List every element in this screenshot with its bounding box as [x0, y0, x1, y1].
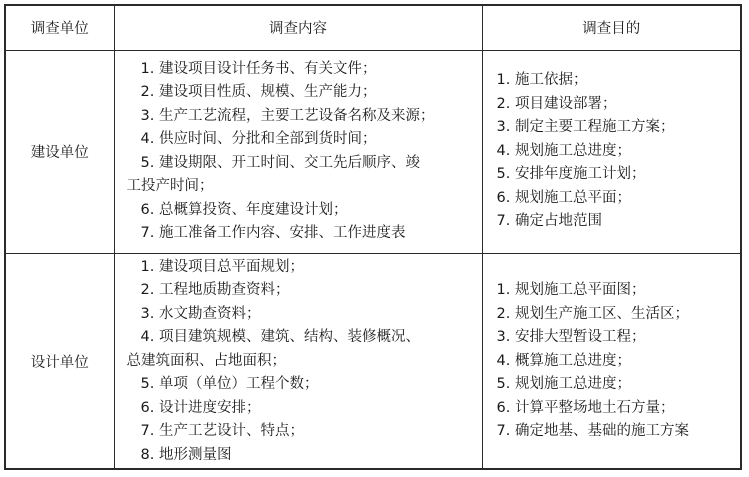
content-line: 5. 单项（单位）工程个数； [140, 376, 319, 392]
content-line: 7. 生产工艺设计、特点； [140, 423, 304, 439]
purpose-line: 6. 规划施工总平面； [496, 189, 631, 206]
purpose-list [497, 69, 735, 234]
unit-cell: 设计单位 [6, 253, 114, 469]
content-list [127, 58, 476, 246]
content-line: 6. 设计进度安排； [140, 399, 261, 416]
purpose-line: 7. 确定占地范围 [496, 213, 602, 230]
content-line: 3. 生产工艺流程，主要工艺设备名称及来源； [140, 107, 435, 124]
purpose-list [497, 279, 735, 444]
content-line: 总建筑面积、占地面积； [126, 352, 286, 369]
purpose-line: 4. 规划施工总进度； [496, 142, 631, 159]
survey-table [6, 6, 740, 469]
table-row-design-unit [6, 253, 740, 469]
unit-cell: 建设单位 [6, 50, 114, 253]
table-row-construction-unit [6, 50, 740, 253]
purpose-line: 5. 规划施工总进度； [496, 376, 631, 392]
content-line: 5. 建设期限、开工时间、交工先后顺序、竣 [140, 154, 420, 171]
purpose-line: 3. 安排大型暂设工程； [496, 329, 646, 345]
purpose-line: 2. 项目建设部署； [496, 95, 617, 112]
purpose-line: 3. 制定主要工程施工方案； [496, 119, 675, 136]
content-line: 6. 总概算投资、年度建设计划； [140, 201, 348, 218]
purpose-cell [482, 50, 740, 253]
header-content: 调查内容 [114, 6, 482, 50]
content-line: 3. 水文勘查资料； [140, 305, 261, 322]
purpose-line: 2. 规划生产施工区、生活区； [496, 305, 689, 322]
content-list [127, 256, 476, 468]
content-line: 1. 建设项目总平面规划； [140, 258, 304, 275]
content-line: 4. 供应时间、分批和全部到货时间； [140, 131, 377, 147]
content-line: 8. 地形测量图 [140, 446, 232, 463]
content-line: 4. 项目建筑规模、建筑、结构、装修概况、 [140, 329, 420, 345]
survey-table-frame [4, 4, 742, 470]
content-line: 7. 施工准备工作内容、安排、工作进度表 [140, 225, 406, 241]
content-line: 工投产时间； [126, 178, 214, 194]
content-cell [114, 50, 482, 253]
purpose-line: 6. 计算平整场地土石方量； [496, 399, 675, 416]
purpose-line: 1. 施工依据； [496, 72, 588, 89]
purpose-line: 1. 规划施工总平面图； [496, 282, 646, 298]
purpose-line: 7. 确定地基、基础的施工方案 [496, 423, 689, 439]
content-line: 1. 建设项目设计任务书、有关文件； [140, 60, 377, 77]
purpose-cell [482, 253, 740, 469]
header-unit: 调查单位 [6, 6, 114, 50]
purpose-line: 4. 概算施工总进度； [496, 352, 631, 369]
purpose-line: 5. 安排年度施工计划； [496, 166, 646, 183]
content-line: 2. 建设项目性质、规模、生产能力； [140, 84, 377, 100]
table-header-row [6, 6, 740, 50]
header-purpose: 调查目的 [482, 6, 740, 50]
content-cell [114, 253, 482, 469]
content-line: 2. 工程地质勘查资料； [140, 282, 290, 298]
